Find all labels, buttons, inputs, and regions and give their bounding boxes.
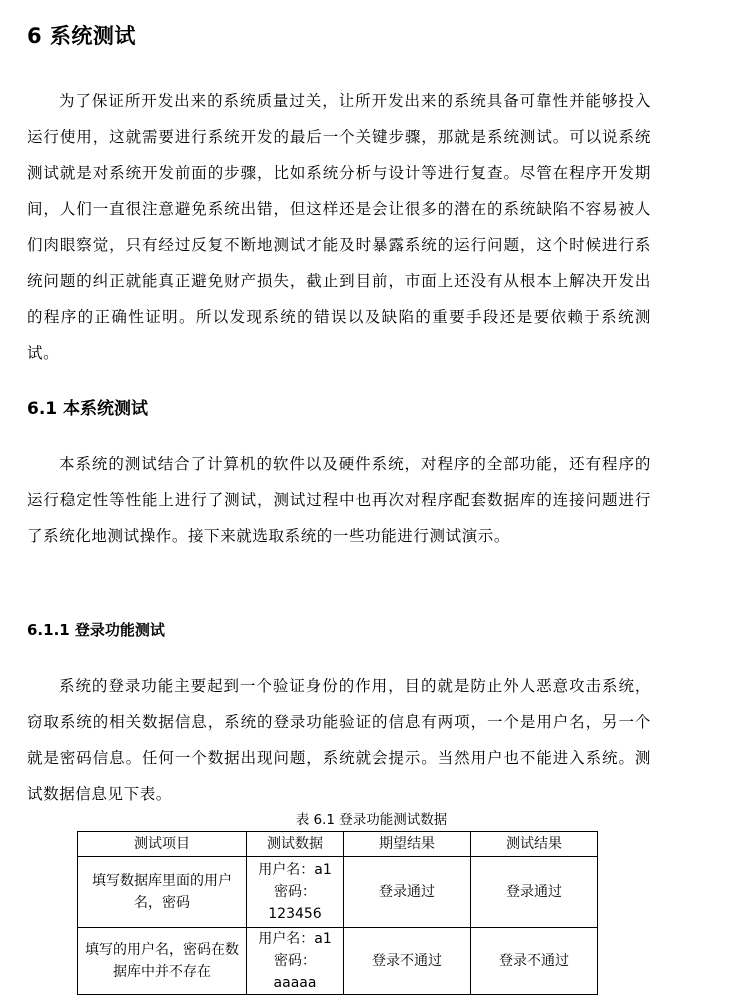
- subsubsection-title: 6.1.1 登录功能测试: [27, 621, 165, 639]
- login-test-table: [77, 831, 598, 995]
- cell-test-data-password: 密码：aaaaa: [273, 953, 317, 991]
- header-actual-result: 测试结果: [471, 832, 598, 857]
- cell-expected-result: 登录通过: [344, 857, 471, 928]
- cell-test-data-username: 用户名：a1: [258, 862, 332, 878]
- table-caption: 表 6.1 登录功能测试数据: [295, 812, 448, 828]
- cell-actual-result: 登录通过: [471, 857, 598, 928]
- header-expected-result: 期望结果: [344, 832, 471, 857]
- cell-test-data-password-label: 密码：: [274, 884, 316, 900]
- table-row: [78, 857, 598, 928]
- subsubsection-body-paragraph: 系统的登录功能主要起到一个验证身份的作用，目的就是防止外人恶意攻击系统，窃取系统的相关数据信息，系统的登录功能验证的信息有两项，一个是用户名，另一个就是密码信息。任何一个数据出现问题，系统就会提示。当然用户也不能进入系统。测试数据信息见下表。: [27, 677, 651, 803]
- cell-expected-result: 登录不通过: [344, 928, 471, 995]
- section-title: 6 系统测试: [27, 24, 136, 48]
- table-header-row: [78, 832, 598, 857]
- cell-test-data-password-value: 123456: [268, 906, 322, 922]
- cell-test-data: [247, 857, 344, 928]
- cell-test-data-username: 用户名：a1: [258, 931, 332, 947]
- cell-test-item: 填写数据库里面的用户名，密码: [78, 857, 247, 928]
- subsection-title: 6.1 本系统测试: [27, 399, 149, 419]
- section-intro-paragraph: 为了保证所开发出来的系统质量过关，让所开发出来的系统具备可靠性并能够投入运行使用，这就需要进行系统开发的最后一个关键步骤，那就是系统测试。可以说系统测试就是对系统开发前面的步骤，比如系统分析与设计等进行复查。尽管在程序开发期间，人们一直很注意避免系统出错，但这样还是会让很多的潜在的系统缺陷不容易被人们肉眼察觉，只有经过反复不断地测试才能及时暴露系统的运行问题，这个时候进行系统问题的纠正就能真正避免财产损失，截止到目前，市面上还没有从根本上解决开发出的程序的正确性证明。所以发现系统的错误以及缺陷的重要手段还是要依赖于系统测试。: [27, 92, 651, 362]
- cell-test-data: [247, 928, 344, 995]
- cell-test-item: 填写的用户名，密码在数据库中并不存在: [78, 928, 247, 995]
- table-row: [78, 928, 598, 995]
- header-test-data: 测试数据: [247, 832, 344, 857]
- cell-actual-result: 登录不通过: [471, 928, 598, 995]
- header-test-item: 测试项目: [78, 832, 247, 857]
- subsection-body-paragraph: 本系统的测试结合了计算机的软件以及硬件系统，对程序的全部功能，还有程序的运行稳定性等性能上进行了测试，测试过程中也再次对程序配套数据库的连接问题进行了系统化地测试操作。接下来就选取系统的一些功能进行测试演示。: [27, 455, 651, 545]
